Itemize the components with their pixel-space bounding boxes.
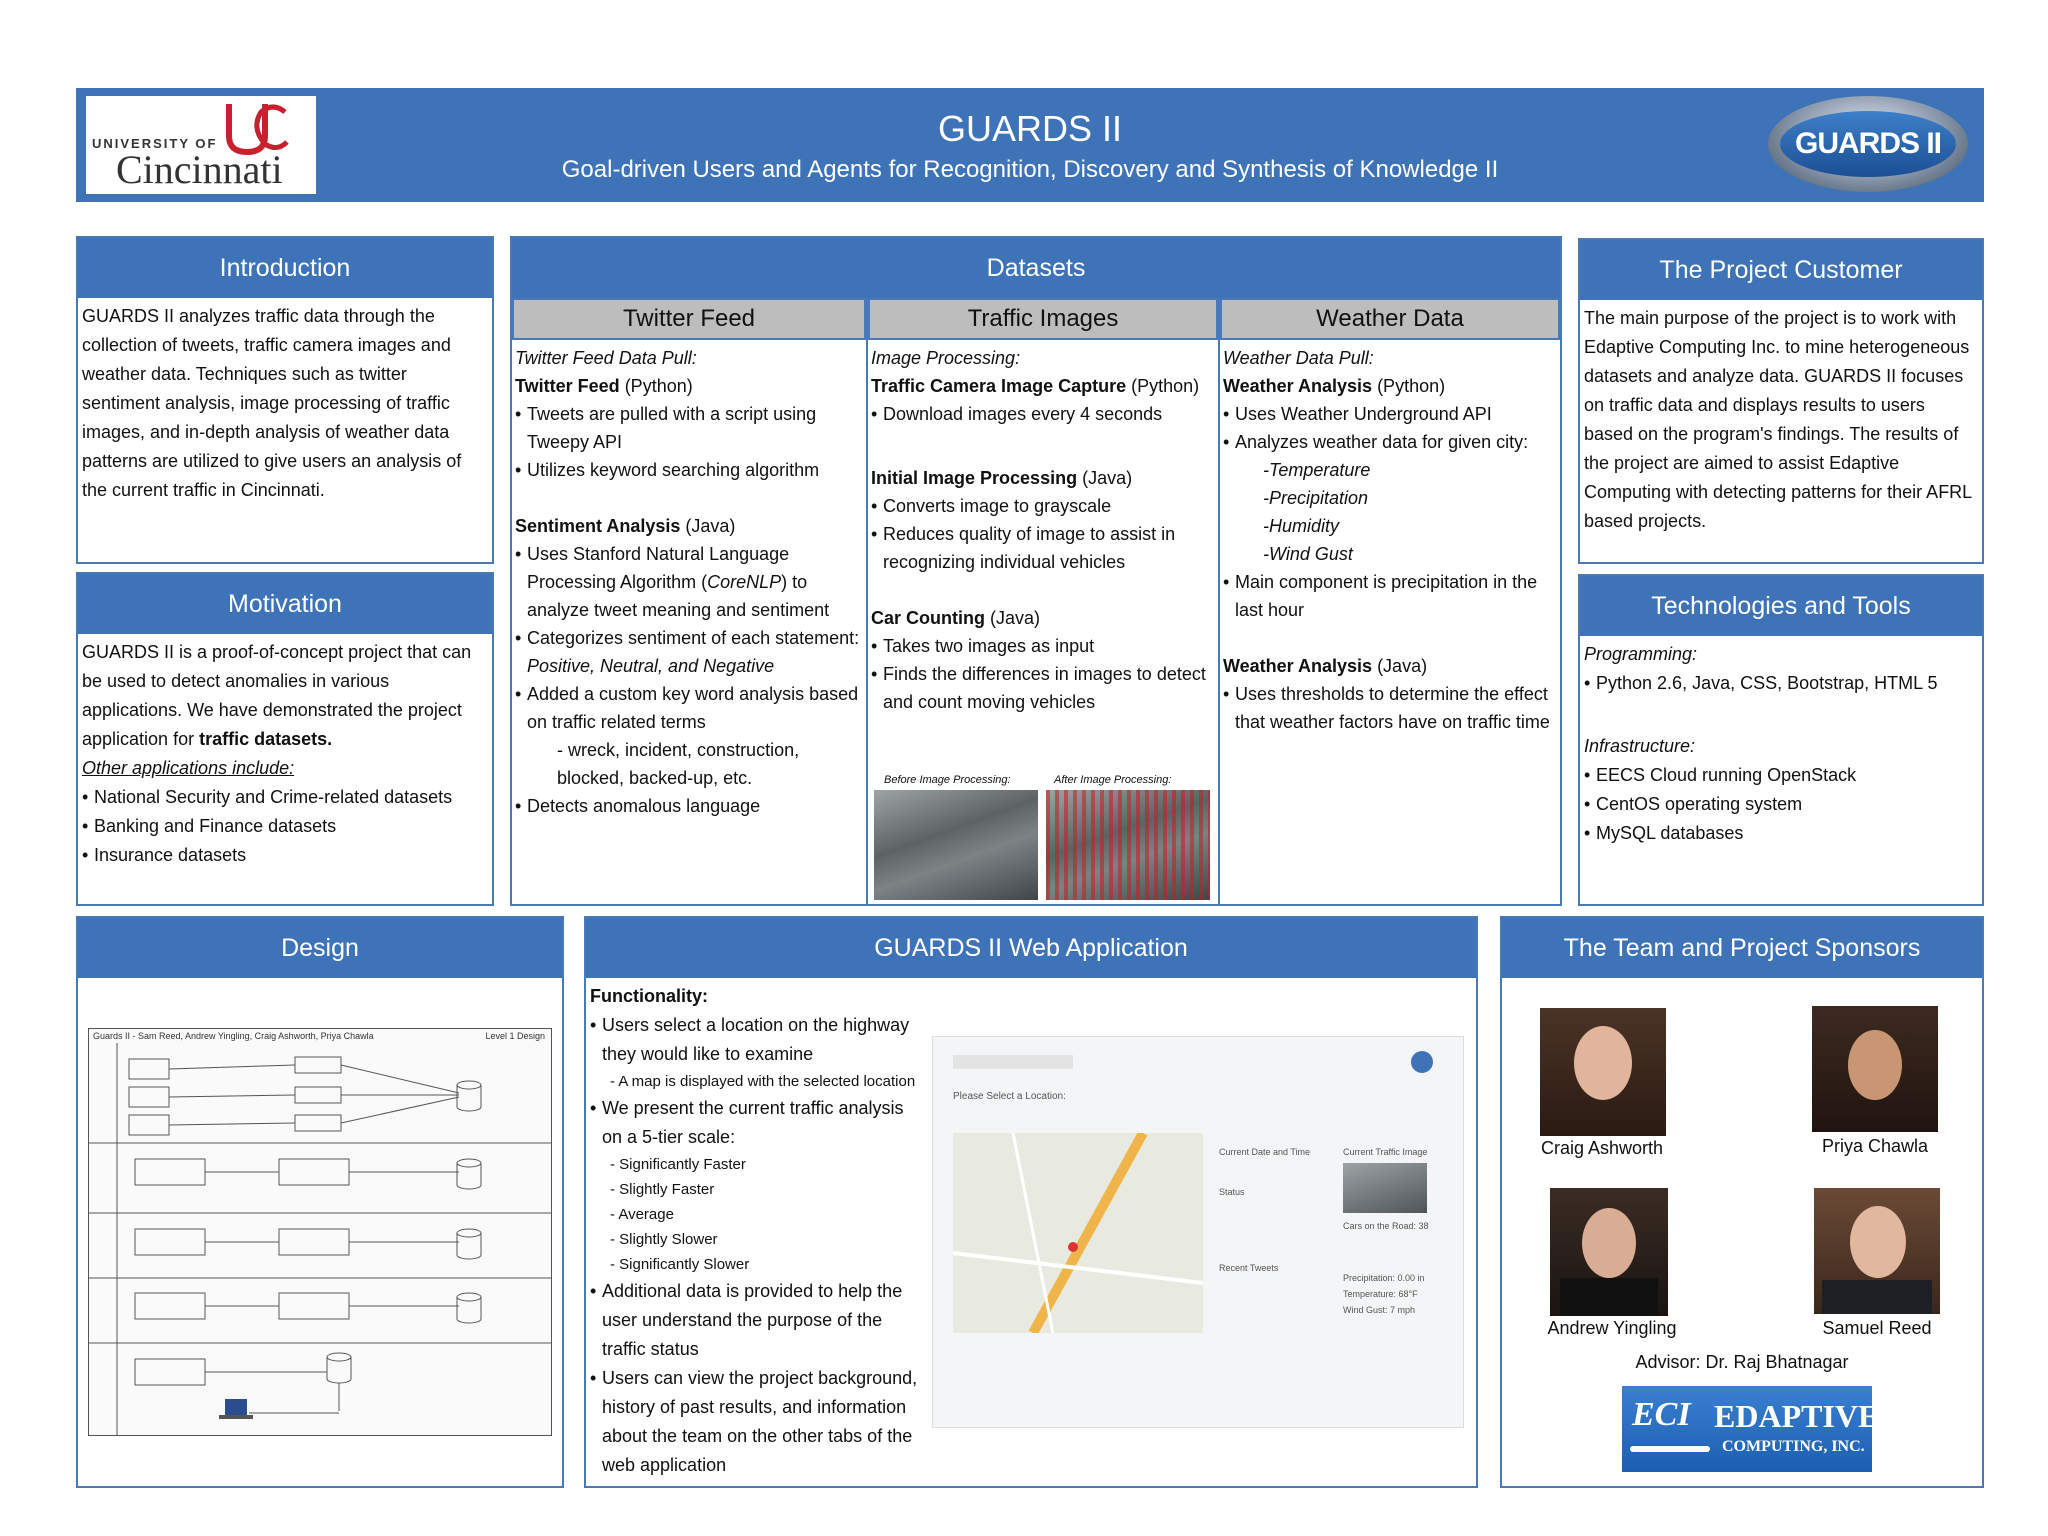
list-item — [515, 624, 863, 680]
team-photo-priya — [1812, 1006, 1938, 1132]
screenshot-nav — [953, 1055, 1073, 1069]
team-member-name: Andrew Yingling — [1547, 1318, 1677, 1338]
introduction-panel — [76, 236, 494, 564]
scale-item: - Significantly Faster — [610, 1156, 746, 1173]
list-item — [515, 540, 863, 624]
webapp-panel — [584, 916, 1478, 1488]
webapp-body — [586, 978, 930, 1480]
list-item: • MySQL databases — [1584, 819, 1978, 848]
list-item: • CentOS operating system — [1584, 790, 1978, 819]
prog-label: Programming: — [1584, 644, 1698, 664]
team-photo-samuel — [1814, 1188, 1940, 1314]
list-item: • Users can view the project background, history of past results, and information about the team on the other tabs of the web application — [590, 1364, 926, 1480]
sentiment-item-italic: Positive, Neutral, and Negative — [527, 656, 775, 676]
list-item: • Additional data is provided to help the user understand the purpose of the traffic status — [590, 1277, 926, 1364]
list-item: • We present the current traffic analysis on a 5-tier scale: — [590, 1094, 926, 1152]
traffic-proc-label: Image Processing: — [871, 348, 1021, 368]
weather-subitem: -Wind Gust — [1263, 544, 1353, 564]
screenshot-traffic-image — [1343, 1163, 1427, 1213]
team-member-name: Priya Chawla — [1821, 1136, 1929, 1156]
sentiment-item-text: Categorizes sentiment of each statement: — [527, 628, 860, 648]
sponsor-eci: ECI — [1632, 1396, 1691, 1433]
motivation-title: Motivation — [78, 574, 492, 634]
design-diagram — [88, 1028, 552, 1436]
customer-title: The Project Customer — [1580, 240, 1982, 300]
screenshot-logo-icon — [1411, 1051, 1433, 1073]
list-item: • Uses thresholds to determine the effect that weather factors have on traffic time — [1223, 680, 1557, 736]
sentiment-item-italic: CoreNLP — [707, 572, 782, 592]
list-item: • Detects anomalous language — [515, 792, 863, 820]
list-item: • Tweets are pulled with a script using Tweepy API — [515, 400, 863, 456]
weather-header: Weather Data — [1220, 298, 1560, 340]
initial-lang: (Java) — [1077, 468, 1133, 488]
team-panel — [1500, 916, 1984, 1488]
sentiment-item-text: ) to analyze tweet meaning and sentiment — [527, 572, 830, 620]
scale-item: - Significantly Slower — [610, 1256, 750, 1273]
face-shape — [1848, 1030, 1902, 1100]
technologies-body — [1580, 636, 1982, 848]
suit-shape — [1822, 1280, 1932, 1314]
screenshot-image-label: Current Traffic Image — [1343, 1147, 1428, 1157]
webapp-subitem: - A map is displayed with the selected location — [610, 1073, 916, 1090]
list-item: • Finds the differences in images to detect and count moving vehicles — [871, 660, 1215, 716]
page-title: GUARDS II — [937, 108, 1123, 149]
team-member-name: Samuel Reed — [1822, 1318, 1932, 1338]
list-item: • Takes two images as input — [871, 632, 1215, 660]
weather-analysis-lang: (Python) — [1372, 376, 1446, 396]
screenshot-tweets-label: Recent Tweets — [1219, 1263, 1279, 1273]
sentiment-subitem: - wreck, incident, construction, blocked, backed-up, etc. — [557, 740, 800, 788]
infra-label: Infrastructure: — [1584, 736, 1696, 756]
twitter-column — [512, 298, 866, 904]
scale-item: - Average — [610, 1206, 674, 1223]
datasets-title: Datasets — [512, 238, 1560, 298]
traffic-header: Traffic Images — [868, 298, 1218, 340]
map-highway-icon — [953, 1133, 1203, 1333]
weather-pull-label: Weather Data Pull: — [1223, 348, 1374, 368]
screenshot-cars: Cars on the Road: 38 — [1343, 1221, 1429, 1231]
weather-subitem: -Precipitation — [1263, 488, 1369, 508]
list-item: • Banking and Finance datasets — [82, 812, 488, 841]
weather-subitem: -Temperature — [1263, 460, 1371, 480]
customer-panel — [1578, 238, 1984, 564]
motivation-body — [78, 634, 492, 870]
university-top-text: UNIVERSITY OF — [92, 136, 218, 151]
list-item: • Added a custom key word analysis based on traffic related terms — [515, 680, 863, 736]
suit-shape — [1560, 1278, 1658, 1316]
scale-item: - Slightly Faster — [610, 1181, 715, 1198]
before-traffic-image — [874, 790, 1038, 900]
sentiment-title: Sentiment Analysis — [515, 516, 681, 536]
screenshot-date-label: Current Date and Time — [1219, 1147, 1311, 1157]
sentiment-item-text: Uses Stanford Natural Language Processing Algorithm ( — [527, 544, 790, 592]
twitter-feed-title: Twitter Feed — [515, 376, 620, 396]
twitter-header: Twitter Feed — [512, 298, 866, 340]
list-item: • Uses Weather Underground API — [1223, 400, 1557, 428]
sentiment-lang: (Java) — [680, 516, 736, 536]
twitter-pull-label: Twitter Feed Data Pull: — [515, 348, 697, 368]
team-title: The Team and Project Sponsors — [1502, 918, 1982, 978]
motivation-other-label: Other applications include: — [82, 758, 295, 778]
screenshot-precip: Precipitation: 0.00 in — [1343, 1273, 1425, 1283]
webapp-title: GUARDS II Web Application — [586, 918, 1476, 978]
face-shape — [1574, 1026, 1632, 1100]
header-banner — [76, 88, 1984, 202]
weather-java-title: Weather Analysis — [1223, 656, 1373, 676]
guards-logo-text: GUARDS II — [1794, 127, 1941, 160]
func-label: Functionality: — [590, 986, 708, 1006]
weather-column — [1220, 298, 1560, 904]
before-label: Before Image Processing: — [884, 774, 1011, 786]
weather-subitem: -Humidity — [1263, 516, 1340, 536]
list-item: • Reduces quality of image to assist in recognizing individual vehicles — [871, 520, 1215, 576]
list-item: • Python 2.6, Java, CSS, Bootstrap, HTML 5 — [1584, 669, 1978, 698]
datasets-columns — [512, 298, 1560, 904]
initial-title: Initial Image Processing — [871, 468, 1078, 488]
screenshot-wind: Wind Gust: 7 mph — [1343, 1305, 1416, 1315]
list-item: • Analyzes weather data for given city: — [1223, 428, 1557, 456]
weather-java-lang: (Java) — [1372, 656, 1428, 676]
team-photo-andrew — [1550, 1188, 1668, 1316]
car-lang: (Java) — [985, 608, 1041, 628]
capture-title: Traffic Camera Image Capture — [871, 376, 1127, 396]
scale-item: - Slightly Slower — [610, 1231, 718, 1248]
list-item: • Utilizes keyword searching algorithm — [515, 456, 863, 484]
screenshot-select-label: Please Select a Location: — [953, 1091, 1066, 1102]
page-subtitle: Goal-driven Users and Agents for Recognition, Discovery and Synthesis of Knowledge II — [561, 156, 1499, 183]
motivation-text: GUARDS II is a proof-of-concept project that can be used to detect anomalies in various applications. We have demonstrated the project application for — [82, 642, 472, 749]
sponsor-sub: COMPUTING, INC. — [1722, 1438, 1865, 1455]
list-item: • National Security and Crime-related datasets — [82, 783, 488, 812]
list-item: • Users select a location on the highway they would like to examine — [590, 1011, 926, 1069]
introduction-text: GUARDS II analyzes traffic data through the collection of tweets, traffic camera images and weather data. Techniques such as twitter sentiment analysis, image processing of traffic images, and in-depth analysis of weather data patterns are utilized to give users an analysis of the current traffic in Cincinnati. — [82, 306, 462, 500]
screenshot-status-label: Status — [1219, 1187, 1245, 1197]
sponsor-name: EDAPTIVE — [1714, 1398, 1880, 1434]
team-photo-craig — [1540, 1008, 1666, 1136]
list-item: • Insurance datasets — [82, 841, 488, 870]
capture-lang: (Python) — [1126, 376, 1200, 396]
sponsor-swoosh — [1630, 1446, 1710, 1452]
introduction-title: Introduction — [78, 238, 492, 298]
weather-body — [1220, 340, 1560, 740]
weather-analysis-title: Weather Analysis — [1223, 376, 1373, 396]
design-diagram-drawing — [89, 1043, 551, 1435]
list-item: • EECS Cloud running OpenStack — [1584, 761, 1978, 790]
webapp-screenshot — [932, 1036, 1464, 1428]
datasets-panel — [510, 236, 1562, 906]
list-item: • Converts image to grayscale — [871, 492, 1215, 520]
guards-logo — [1768, 96, 1968, 192]
motivation-panel — [76, 572, 494, 906]
technologies-panel — [1578, 574, 1984, 906]
face-shape — [1582, 1208, 1636, 1278]
technologies-title: Technologies and Tools — [1580, 576, 1982, 636]
diagram-title: Guards II - Sam Reed, Andrew Yingling, Craig Ashworth, Priya Chawla — [93, 1031, 374, 1041]
list-item: • Download images every 4 seconds — [871, 400, 1215, 428]
guards-logo-inner — [1780, 111, 1956, 177]
traffic-column — [868, 298, 1218, 904]
advisor-text: Advisor: Dr. Raj Bhatnagar — [1635, 1352, 1849, 1372]
twitter-feed-lang: (Python) — [619, 376, 693, 396]
design-title: Design — [78, 918, 562, 978]
university-name-text: Cincinnati — [116, 147, 283, 192]
face-shape — [1850, 1206, 1906, 1278]
twitter-body — [512, 340, 866, 824]
traffic-body — [868, 340, 1218, 720]
list-item: • Main component is precipitation in the last hour — [1223, 568, 1557, 624]
car-title: Car Counting — [871, 608, 985, 628]
motivation-text-bold: traffic datasets. — [199, 729, 333, 749]
sponsor-logo — [1622, 1386, 1880, 1472]
customer-text: The main purpose of the project is to work with Edaptive Computing Inc. to mine heterogeneous datasets and analyze data. GUARDS II focuses on traffic data and displays results to users based on the program's findings. The results of the project are aimed to assist Edaptive Computing with detecting patterns for their AFRL based projects. — [1584, 308, 1972, 531]
screenshot-temp: Temperature: 68°F — [1343, 1289, 1418, 1299]
diagram-level: Level 1 Design — [485, 1031, 545, 1041]
after-label: After Image Processing: — [1054, 774, 1172, 786]
after-traffic-image — [1046, 790, 1210, 900]
team-member-name: Craig Ashworth — [1540, 1138, 1664, 1158]
design-panel — [76, 916, 564, 1488]
screenshot-map — [953, 1133, 1203, 1333]
